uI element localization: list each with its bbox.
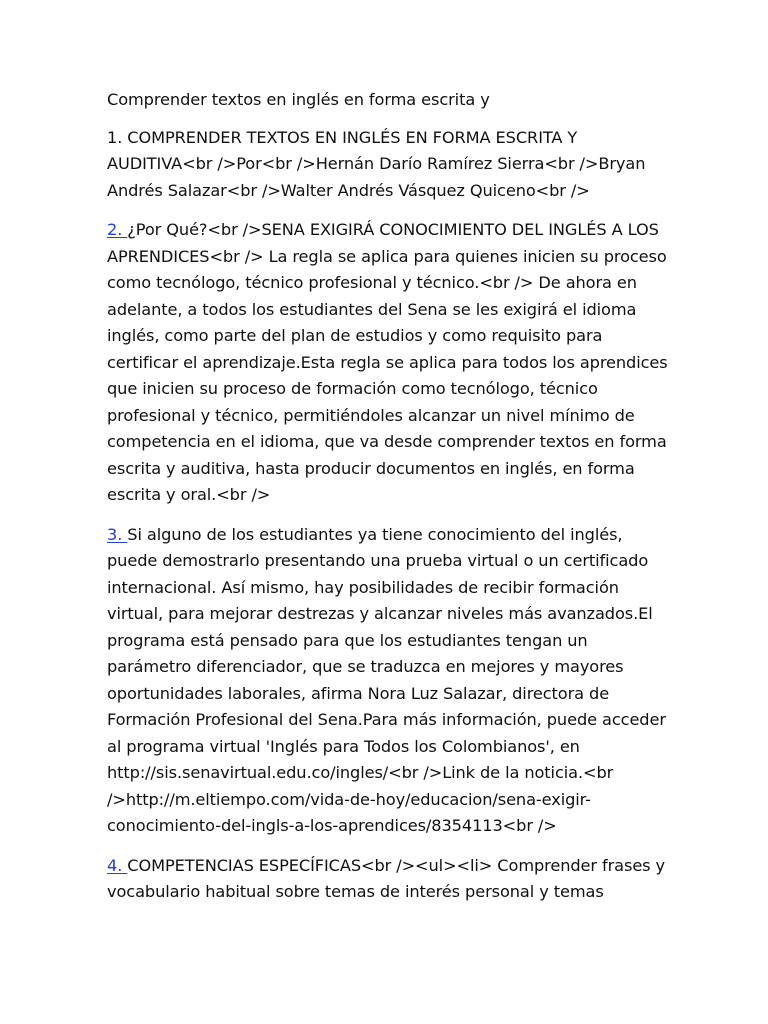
paragraph-4-number-link[interactable]: 4. [107, 855, 128, 875]
paragraph-3 [107, 522, 668, 840]
paragraph-1-text: 1. COMPRENDER TEXTOS EN INGLÉS EN FORMA ESCRITA Y AUDITIVA<br />Por<br />Hernán Darío Ramírez Sierra<br />Bryan Andrés Salazar<br />Walter Andrés Vásquez Quiceno<br /> [107, 127, 646, 200]
paragraph-3-number-link[interactable]: 3. [107, 524, 128, 544]
paragraph-2 [107, 217, 668, 509]
paragraph-2-text: ¿Por Qué?<br />SENA EXIGIRÁ CONOCIMIENTO DEL INGLÉS A LOS APRENDICES<br /> La regla se aplica para quienes inicien su proceso como tecnólogo, técnico profesional y técnico.<br /> De ahora en adelante, a todos los estudiantes del Sena se les exigirá el idioma inglés, como parte del plan de estudios y como requisito para certificar el aprendizaje.Esta regla se aplica para todos los aprendices que inicien su proceso de formación como tecnólogo, técnico profesional y técnico, permitiéndoles alcanzar un nivel mínimo de competencia en el idioma, que va desde comprender textos en forma escrita y auditiva, hasta producir documentos en inglés, en forma escrita y oral.<br /> [107, 220, 668, 504]
paragraph-4 [107, 853, 668, 906]
document-title: Comprender textos en inglés en forma escrita y [107, 90, 490, 109]
paragraph-1 [107, 125, 668, 205]
paragraph-2-number-link[interactable]: 2. [107, 220, 128, 239]
paragraph-4-text: COMPETENCIAS ESPECÍFICAS<br /><ul><li> Comprender frases y vocabulario habitual sobre temas de interés personal y temas [107, 855, 666, 901]
paragraph-3-text: Si alguno de los estudiantes ya tiene conocimiento del inglés, puede demostrarlo presentando una prueba virtual o un certificado internacional. Así mismo, hay posibilidades de recibir formación virtual, para mejorar destrezas y alcanzar niveles más avanzados.El programa está pensado para que los estudiantes tengan un parámetro diferenciador, que se traduzca en mejores y mayores oportunidades laborales, afirma Nora Luz Salazar, directora de Formación Profesional del Sena.Para más información, puede acceder al programa virtual 'Inglés para Todos los Colombianos', en http://sis.senavirtual.edu.co/ingles/<br />Link de la noticia.<br />http://m.eltiempo.com/vida-de-hoy/educacion/sena-exigir-conocimiento-del-ingls-a-los-aprendices/8354113<br /> [107, 524, 666, 835]
